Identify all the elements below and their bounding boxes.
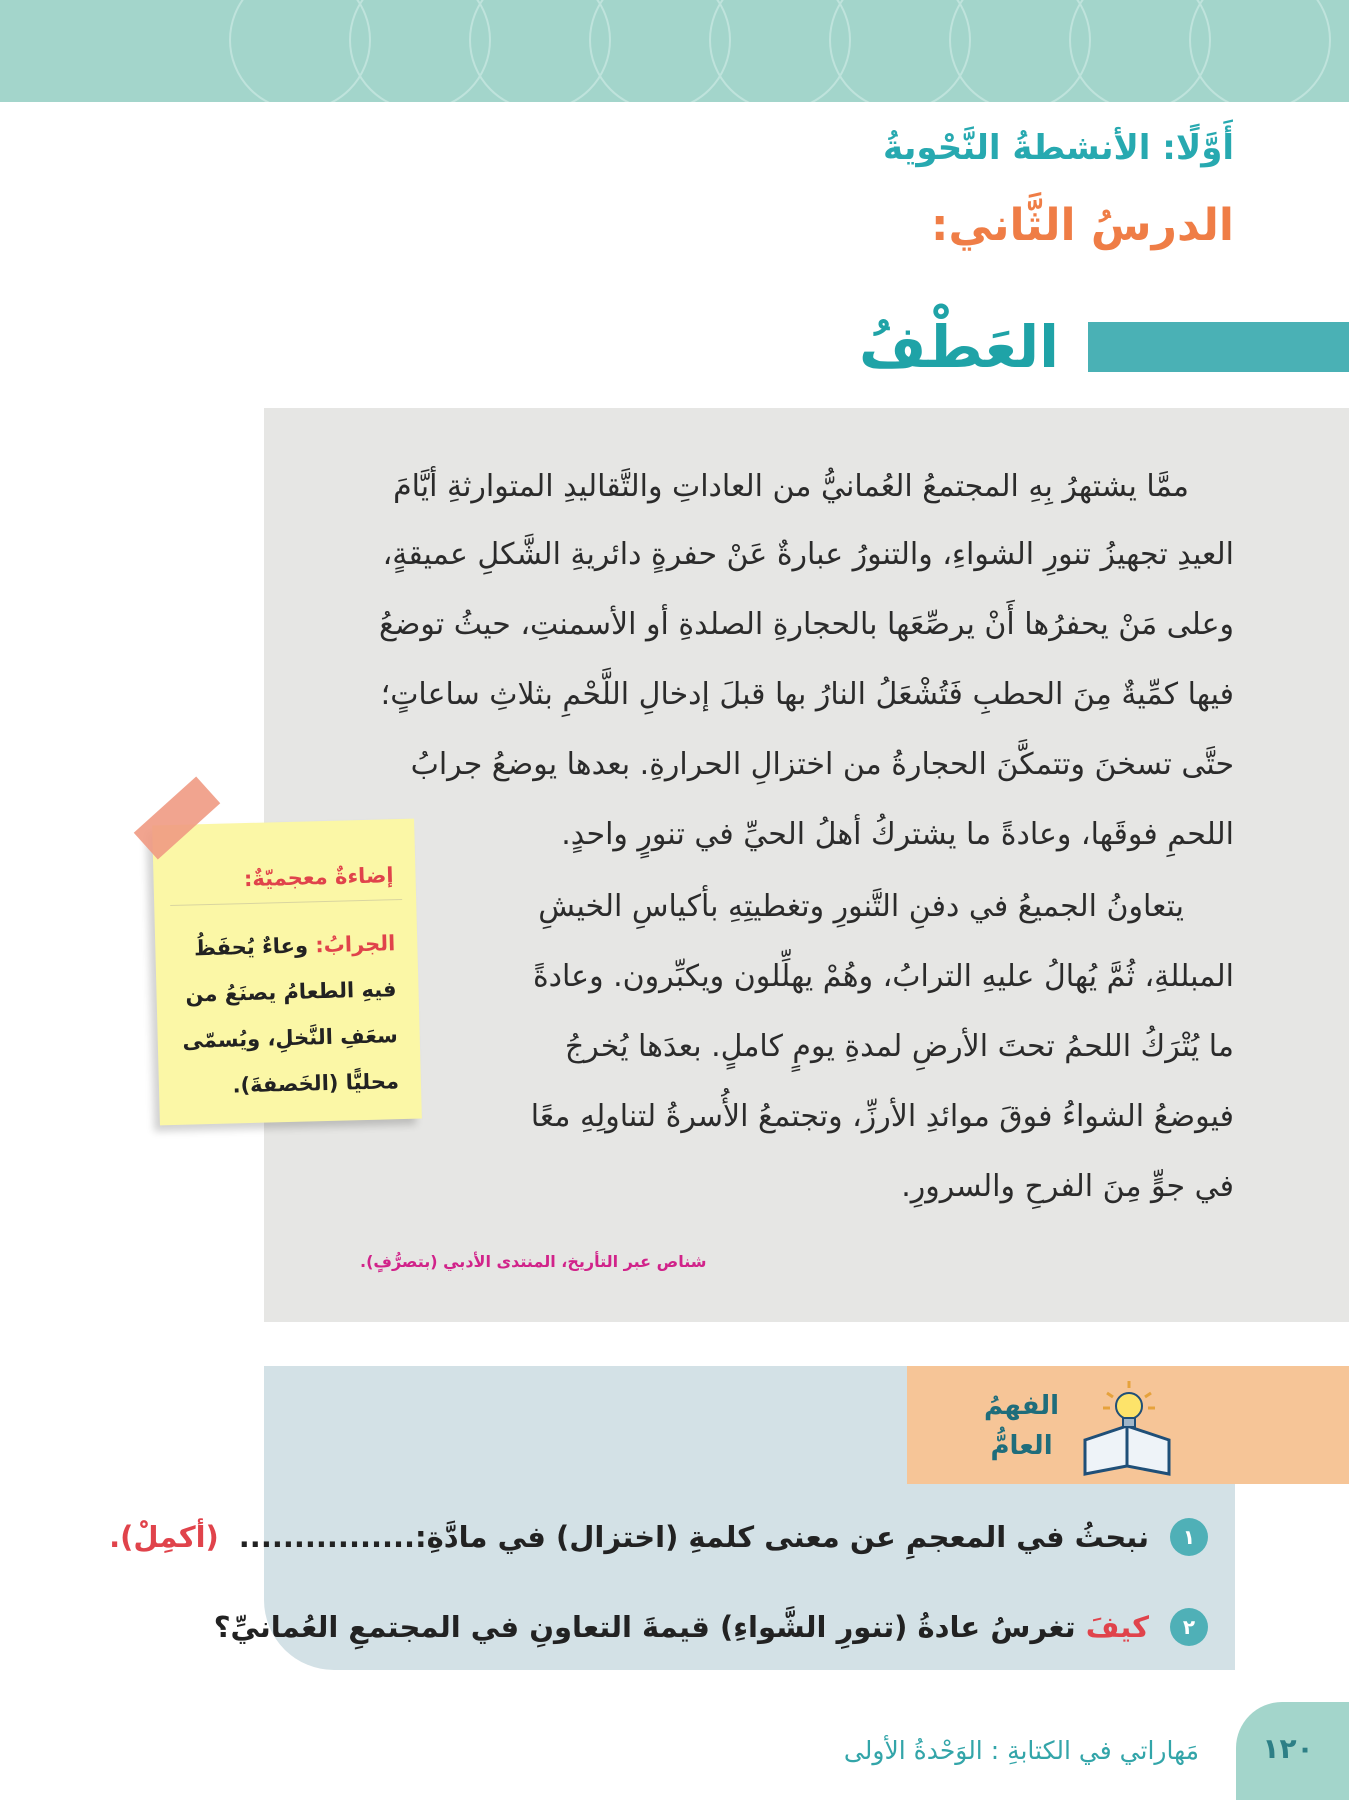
topic-title: العَطْفُ bbox=[859, 313, 1059, 381]
passage-line: فيها كمِّيةٌ مِنَ الحطبِ فَتُشْعَلُ النارُ بها قبلَ إدخالِ اللَّحْمِ بثلاثِ ساعاتٍ؛ bbox=[380, 677, 1234, 712]
section-title: أَوَّلًا: الأنشطةُ النَّحْويةُ bbox=[883, 128, 1234, 168]
passage-line: حتَّى تسخنَ وتتمكَّنَ الحجارةُ من اختزالِ الحرارةِ. بعدها يوضعُ جرابُ bbox=[410, 747, 1234, 782]
question-1 bbox=[109, 1520, 1149, 1554]
book-lightbulb-icon bbox=[1077, 1378, 1187, 1478]
note-definition-line: سعَفِ النَّخلِ، ويُسمّى bbox=[182, 1023, 399, 1053]
passage-line: فيوضعُ الشواءُ فوقَ موائدِ الأرزِّ، وتجتمعُ الأُسرةُ لتناولِهِ معًا bbox=[530, 1099, 1234, 1134]
tab-label-line: العامُّ bbox=[990, 1431, 1053, 1462]
passage-line: يتعاونُ الجميعُ في دفنِ التَّنورِ وتغطيتِهِ بأكياسِ الخيشِ bbox=[538, 889, 1184, 924]
note-term: الجرابُ: bbox=[315, 931, 396, 958]
question-1-text: نبحثُ في المعجمِ عن معنى كلمةِ (اختزال) في مادَّةِ:................ bbox=[238, 1520, 1149, 1554]
passage-line: وعلى مَنْ يحفرُها أَنْ يرصِّعَها بالحجارةِ الصلدةِ أو الأسمنتِ، حيثُ توضعُ bbox=[378, 607, 1234, 642]
tab-label-line: الفهمُ bbox=[984, 1391, 1059, 1421]
question-2-text: تغرسُ عادةُ (تنورِ الشَّواءِ) قيمةَ التعاونِ في المجتمعِ العُمانيِّ؟ bbox=[213, 1610, 1086, 1644]
vocabulary-note bbox=[152, 819, 422, 1126]
page-number: ١٢٠ bbox=[1262, 1732, 1314, 1765]
comprehension-tab-label bbox=[984, 1386, 1059, 1467]
note-definition-line bbox=[194, 931, 396, 960]
note-definition-line: فيهِ الطعامُ يصنَعُ من bbox=[185, 977, 397, 1007]
passage-line: ما يُتْرَكُ اللحمُ تحتَ الأرضِ لمدةِ يومٍ كاملٍ. بعدَها يُخرجُ bbox=[564, 1029, 1234, 1064]
question-number: ٢ bbox=[1170, 1608, 1208, 1646]
header-band bbox=[0, 0, 1349, 102]
note-title: إضاءةٌ معجميّةٌ: bbox=[243, 863, 394, 892]
question-2-keyword: كيفَ bbox=[1085, 1610, 1149, 1644]
lesson-title: الدرسُ الثَّاني: bbox=[930, 200, 1234, 251]
note-definition-line: محليًّا (الخَصفةَ). bbox=[232, 1069, 400, 1098]
passage-line: اللحمِ فوقَها، وعادةً ما يشتركُ أهلُ الحيِّ في تنورٍ واحدٍ. bbox=[561, 817, 1234, 852]
passage-line: في جوٍّ مِنَ الفرحِ والسرورِ. bbox=[901, 1169, 1234, 1204]
decorative-pattern-icon bbox=[0, 0, 1349, 102]
passage-source: شناص عبر التأريخ، المنتدى الأدبي (بتصرُّفٍ). bbox=[360, 1252, 707, 1271]
passage-line: المبللةِ، ثُمَّ يُهالُ عليهِ الترابُ، وهُمْ يهلِّلون ويكبِّرون. وعادةً bbox=[532, 959, 1234, 994]
comprehension-tab bbox=[907, 1366, 1349, 1484]
running-footer: مَهاراتي في الكتابةِ : الوَحْدةُ الأولى bbox=[843, 1736, 1199, 1765]
note-divider bbox=[170, 899, 402, 906]
topic-accent-bar bbox=[1088, 322, 1349, 372]
question-2 bbox=[214, 1610, 1149, 1644]
question-number: ١ bbox=[1170, 1518, 1208, 1556]
passage-line: العيدِ تجهيزُ تنورِ الشواءِ، والتنورُ عبارةٌ عَنْ حفرةٍ دائريةِ الشَّكلِ عميقةٍ، bbox=[382, 537, 1234, 572]
passage-line: ممَّا يشتهرُ بِهِ المجتمعُ العُمانيُّ من العاداتِ والتَّقاليدِ المتوارثةِ أيَّامَ bbox=[393, 469, 1189, 504]
question-1-hint: (أكمِلْ). bbox=[109, 1520, 219, 1554]
note-definition-text: وعاءٌ يُحفَظُ bbox=[193, 933, 316, 961]
